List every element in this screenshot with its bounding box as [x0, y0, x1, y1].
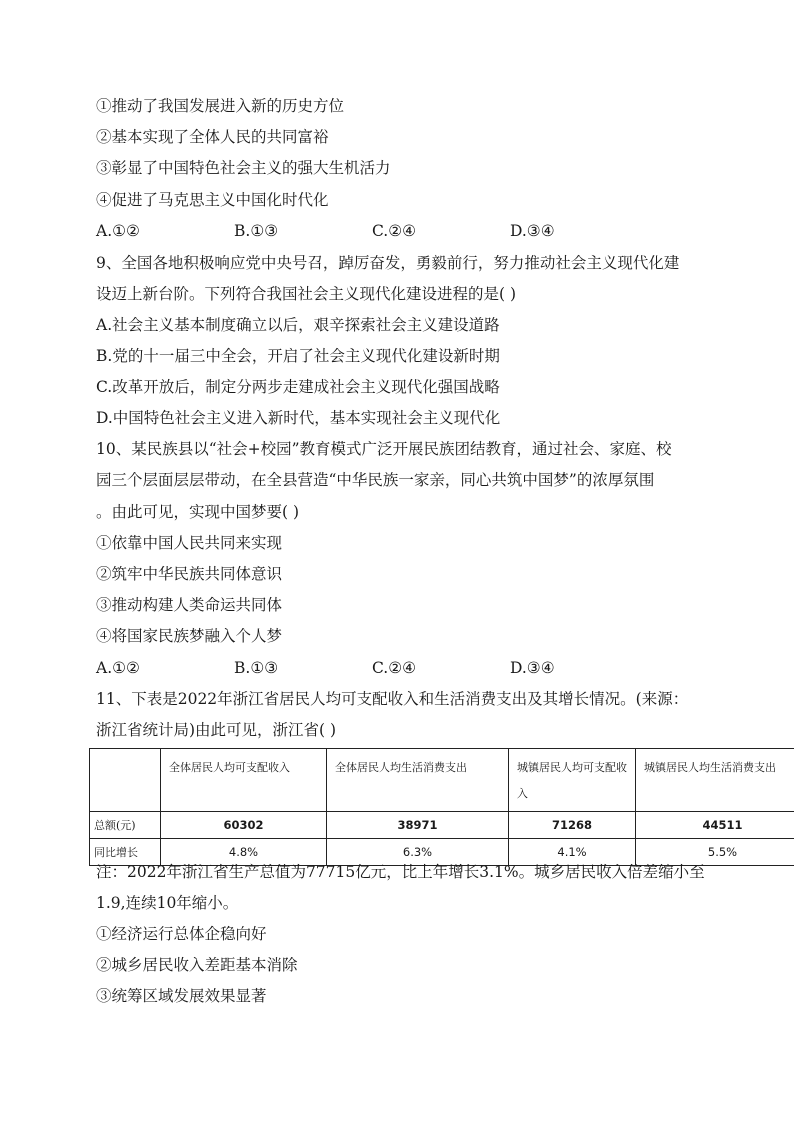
- table-cell: 71268: [509, 812, 636, 839]
- table-header-row: [90, 749, 794, 812]
- q10-option-c: C.②④: [372, 659, 417, 677]
- q9-option-c: C.改革开放后，制定分两步走建成社会主义现代化强国战略: [96, 378, 500, 396]
- q8-statement-3: ③彰显了中国特色社会主义的强大生机活力: [96, 159, 391, 177]
- table-cell: 38971: [327, 812, 509, 839]
- q10-statement-2: ②筑牢中华民族共同体意识: [96, 565, 283, 583]
- table-cell: 4.1%: [509, 839, 636, 866]
- q9-option-a: A.社会主义基本制度确立以后，艰辛探索社会主义建设道路: [96, 316, 500, 334]
- row-label: 同比增长: [90, 839, 161, 866]
- table-cell: 6.3%: [327, 839, 509, 866]
- q11-note-line-1: 注：2022年浙江省生产总值为77715亿元，比上年增长3.1%。城乡居民收入倍差缩小至: [96, 863, 705, 881]
- q9-option-d: D.中国特色社会主义进入新时代，基本实现社会主义现代化: [96, 409, 501, 427]
- q8-option-a: A.①②: [96, 222, 140, 240]
- q11-note-line-2: 1.9,连续10年缩小。: [96, 894, 239, 912]
- table-header-cell: 全体居民人均可支配收入: [161, 749, 327, 812]
- q9-stem-line-2: 设迈上新台阶。下列符合我国社会主义现代化建设进程的是( ): [96, 285, 517, 303]
- table-row: [90, 812, 794, 839]
- q10-option-a: A.①②: [96, 659, 140, 677]
- table-header-corner: [90, 749, 161, 812]
- table-cell: 4.8%: [161, 839, 327, 866]
- q10-stem-line-1: 10、某民族县以“社会+校园”教育模式广泛开展民族团结教育，通过社会、家庭、校: [96, 440, 672, 458]
- income-stats-table: [89, 748, 794, 866]
- q10-option-b: B.①③: [234, 659, 279, 677]
- q10-stem-line-2: 园三个层面层层带动，在全县营造“中华民族一家亲，同心共筑中国梦”的浓厚氛围: [96, 471, 655, 489]
- table-cell: 44511: [636, 812, 794, 839]
- q11-stem-line-2: 浙江省统计局)由此可见，浙江省( ): [96, 721, 337, 739]
- q11-statement-1: ①经济运行总体企稳向好: [96, 925, 267, 943]
- q11-statement-3: ③统筹区域发展效果显著: [96, 987, 267, 1005]
- q9-stem-line-1: 9、全国各地积极响应党中央号召，踔厉奋发，勇毅前行，努力推动社会主义现代化建: [96, 254, 680, 272]
- q10-statement-3: ③推动构建人类命运共同体: [96, 596, 283, 614]
- q8-statement-4: ④促进了马克思主义中国化时代化: [96, 191, 329, 209]
- q8-statement-2: ②基本实现了全体人民的共同富裕: [96, 128, 329, 146]
- table-header-cell: 城镇居民人均可支配收入: [509, 749, 636, 812]
- q8-statement-1: ①推动了我国发展进入新的历史方位: [96, 97, 345, 115]
- q8-option-b: B.①③: [234, 222, 279, 240]
- q8-option-d: D.③④: [510, 222, 555, 240]
- q10-statement-1: ①依靠中国人民共同来实现: [96, 534, 283, 552]
- table-cell: 60302: [161, 812, 327, 839]
- q9-option-b: B.党的十一届三中全会，开启了社会主义现代化建设新时期: [96, 347, 500, 365]
- q11-statement-2: ②城乡居民收入差距基本消除: [96, 956, 298, 974]
- table-header-cell: 城镇居民人均生活消费支出: [636, 749, 794, 812]
- q11-stem-line-1: 11、下表是2022年浙江省居民人均可支配收入和生活消费支出及其增长情况。(来源：: [96, 690, 689, 708]
- q10-stem-line-3: 。由此可见，实现中国梦要( ): [96, 503, 300, 521]
- table-header-cell: 全体居民人均生活消费支出: [327, 749, 509, 812]
- q8-option-c: C.②④: [372, 222, 417, 240]
- q10-option-d: D.③④: [510, 659, 555, 677]
- q10-statement-4: ④将国家民族梦融入个人梦: [96, 627, 283, 645]
- table-cell: 5.5%: [636, 839, 794, 866]
- row-label: 总额(元): [90, 812, 161, 839]
